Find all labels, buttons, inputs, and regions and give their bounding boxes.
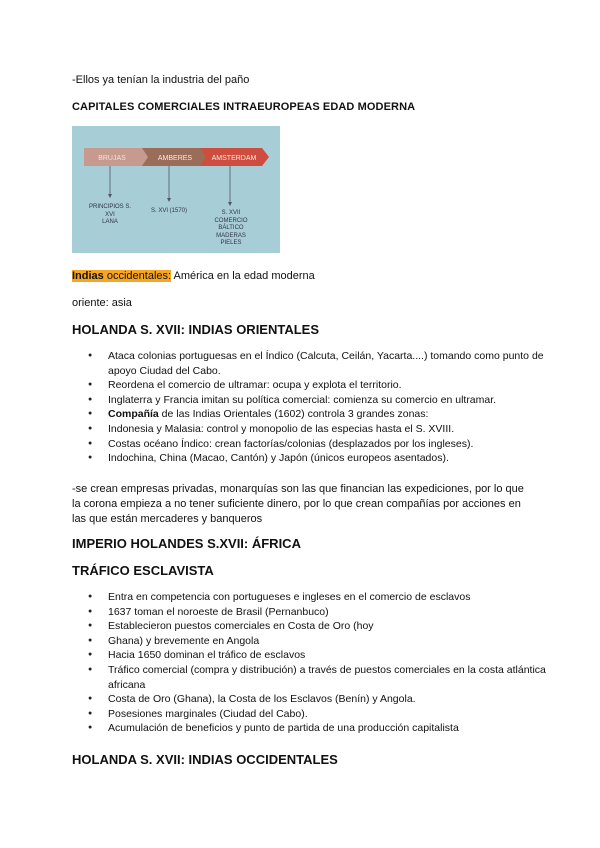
figure-label-line: XVI	[105, 211, 115, 218]
figure-label-line: COMERCIO	[214, 217, 248, 224]
list-item	[108, 407, 568, 422]
indias-rest: América en la edad moderna	[171, 270, 315, 282]
oriente-line: oriente: asia	[72, 297, 132, 309]
figure-label-line: BÁLTICO	[218, 225, 244, 231]
arrow-label-brujas: BRUJAS	[98, 155, 126, 162]
list-item: ● 1637 toman el noroeste de Brasil (Pernanbuco)	[108, 605, 568, 620]
pointer-head-brujas	[108, 194, 112, 198]
figure-label-line: LANA	[102, 219, 118, 225]
capitales-figure	[72, 126, 280, 253]
list-item: ● Acumulación de beneficios y punto de partida de una producción capitalista	[108, 721, 568, 736]
figure-label-line: MADERAS	[216, 232, 246, 239]
list-indias-orientales	[108, 349, 568, 466]
list-item: ● Ataca colonias portuguesas en el Índico (Calcuta, Ceilán, Yacarta....) tomando como punto de apoyo Ciudad del Cabo.	[108, 349, 568, 378]
indias-bold: Indias	[72, 270, 104, 282]
figure-label-line: S. XVII	[221, 210, 241, 216]
indias-line	[72, 269, 315, 283]
list-item: ● Establecieron puestos comerciales en Costa de Oro (hoy	[108, 619, 568, 634]
list-item: ● Inglaterra y Francia imitan su política comercial: comienza su comercio en ultramar.	[108, 393, 568, 408]
list-africa	[108, 590, 568, 736]
indias-highlight: occidentales:	[103, 270, 172, 282]
list-item: ● Costa de Oro (Ghana), la Costa de los Esclavos (Benín) y Angola.	[108, 692, 568, 707]
list-item-text: de las Indias Orientales (1602) controla 3 grandes zonas:	[158, 408, 429, 421]
list-item: ● Hacia 1650 dominan el tráfico de esclavos	[108, 648, 568, 663]
heading-capitales: CAPITALES COMERCIALES INTRAEUROPEAS EDAD MODERNA	[72, 101, 416, 113]
arrow-label-amberes: AMBERES	[157, 155, 193, 162]
list-item: ● Indochina, China (Macao, Cantón) y Japón (únicos europeos asentados).	[108, 451, 568, 466]
heading-imperio-holandes: IMPERIO HOLANDES S.XVII: ÁFRICA	[72, 536, 301, 551]
list-item-bold: Compañía	[108, 408, 159, 421]
figure-label-line: S. XVI (1570)	[150, 208, 188, 214]
paragraph-empresas: -se crean empresas privadas, monarquías son las que financian las expediciones, por lo que la corona empieza a no tener suficiente dinero, por lo que crean compañías por acciones en las que están mercaderes y banqueros	[72, 483, 524, 525]
list-item: ● Entra en competencia con portugueses e ingleses en el comercio de esclavos	[108, 590, 568, 605]
list-item: ● Ghana) y brevemente en Angola	[108, 634, 568, 649]
list-item: ● Tráfico comercial (compra y distribución) a través de puestos comerciales en la costa atlántica africana	[108, 663, 568, 692]
list-item: ● Costas océano Índico: crean factorías/colonias (desplazados por los ingleses).	[108, 437, 568, 452]
heading-indias-orientales: HOLANDA S. XVII: INDIAS ORIENTALES	[72, 322, 320, 337]
list-item: ● Indonesia y Malasia: control y monopolio de las especias hasta el S. XVIII.	[108, 422, 568, 437]
figure-label-amsterdam	[206, 210, 256, 248]
figure-label-line: PRINCIPIOS S.	[88, 204, 131, 210]
arrow-label-amsterdam: AMSTERDAM	[211, 155, 257, 162]
pointer-head-amberes	[167, 198, 171, 202]
figure-label-brujas	[80, 204, 140, 227]
list-item: ● Posesiones marginales (Ciudad del Cabo).	[108, 707, 568, 722]
heading-indias-occidentales: HOLANDA S. XVII: INDIAS OCCIDENTALES	[72, 752, 338, 767]
figure-label-line: PIELES	[220, 240, 242, 246]
list-item: ● Reordena el comercio de ultramar: ocupa y explota el territorio.	[108, 378, 568, 393]
heading-trafico-esclavista: TRÁFICO ESCLAVISTA	[72, 563, 214, 578]
intro-line: -Ellos ya tenían la industria del paño	[72, 74, 250, 86]
pointer-head-amsterdam	[228, 202, 232, 206]
figure-label-amberes	[142, 208, 196, 216]
